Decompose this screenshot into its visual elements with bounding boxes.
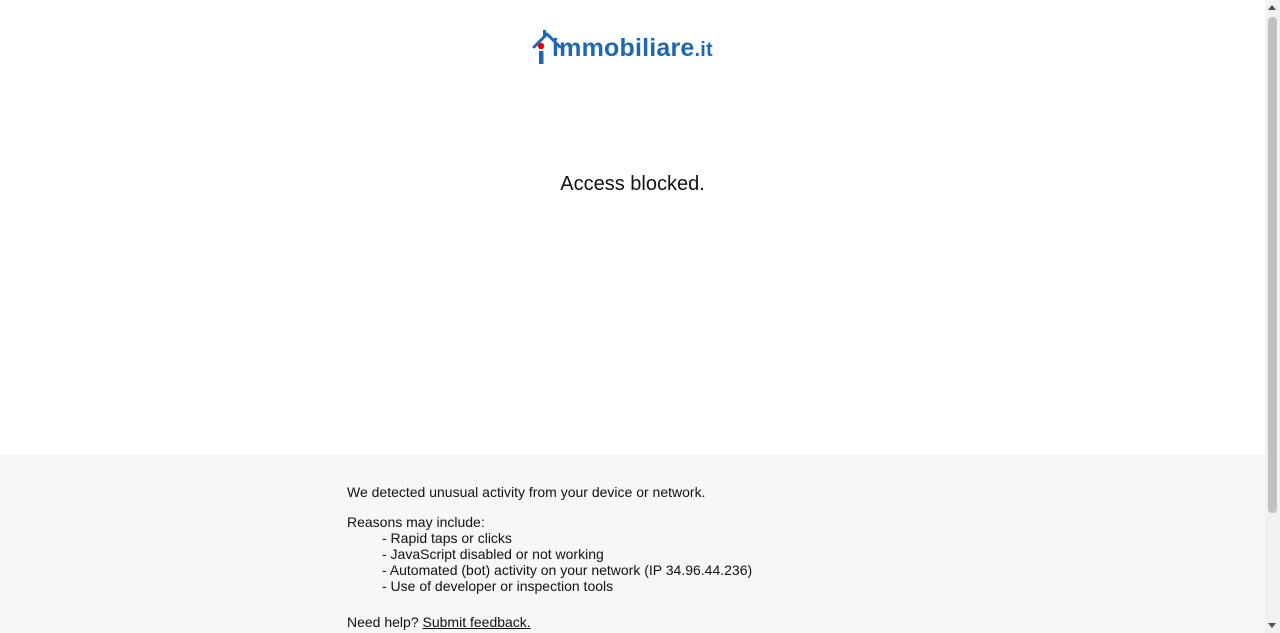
help-prefix: Need help? (347, 614, 419, 630)
submit-feedback-link[interactable]: Submit feedback. (422, 614, 531, 630)
logo-wordmark (552, 36, 713, 63)
logo-tld: .it (694, 39, 713, 61)
scrollbar-thumb[interactable] (1268, 17, 1277, 513)
reason-item: - Use of developer or inspection tools (382, 578, 614, 594)
logo-brand: immobiliare (552, 34, 695, 62)
scroll-up-arrow-icon[interactable] (1268, 5, 1276, 10)
help-line (347, 614, 752, 630)
vertical-scrollbar[interactable] (1265, 0, 1280, 633)
footer-content (347, 484, 752, 630)
detected-message: We detected unusual activity from your device or network. (347, 484, 706, 500)
page-title: Access blocked. (560, 173, 705, 195)
reasons-heading: Reasons may include: (347, 514, 485, 530)
site-logo[interactable] (532, 28, 734, 66)
reasons-list (382, 530, 752, 594)
house-logo-icon (532, 30, 562, 66)
reason-item: - Automated (bot) activity on your network (IP 34.96.44.236) (382, 562, 753, 578)
reason-item: - JavaScript disabled or not working (382, 546, 604, 562)
info-footer (0, 454, 1265, 633)
reason-item: - Rapid taps or clicks (382, 530, 512, 546)
scroll-down-arrow-icon[interactable] (1268, 623, 1276, 628)
